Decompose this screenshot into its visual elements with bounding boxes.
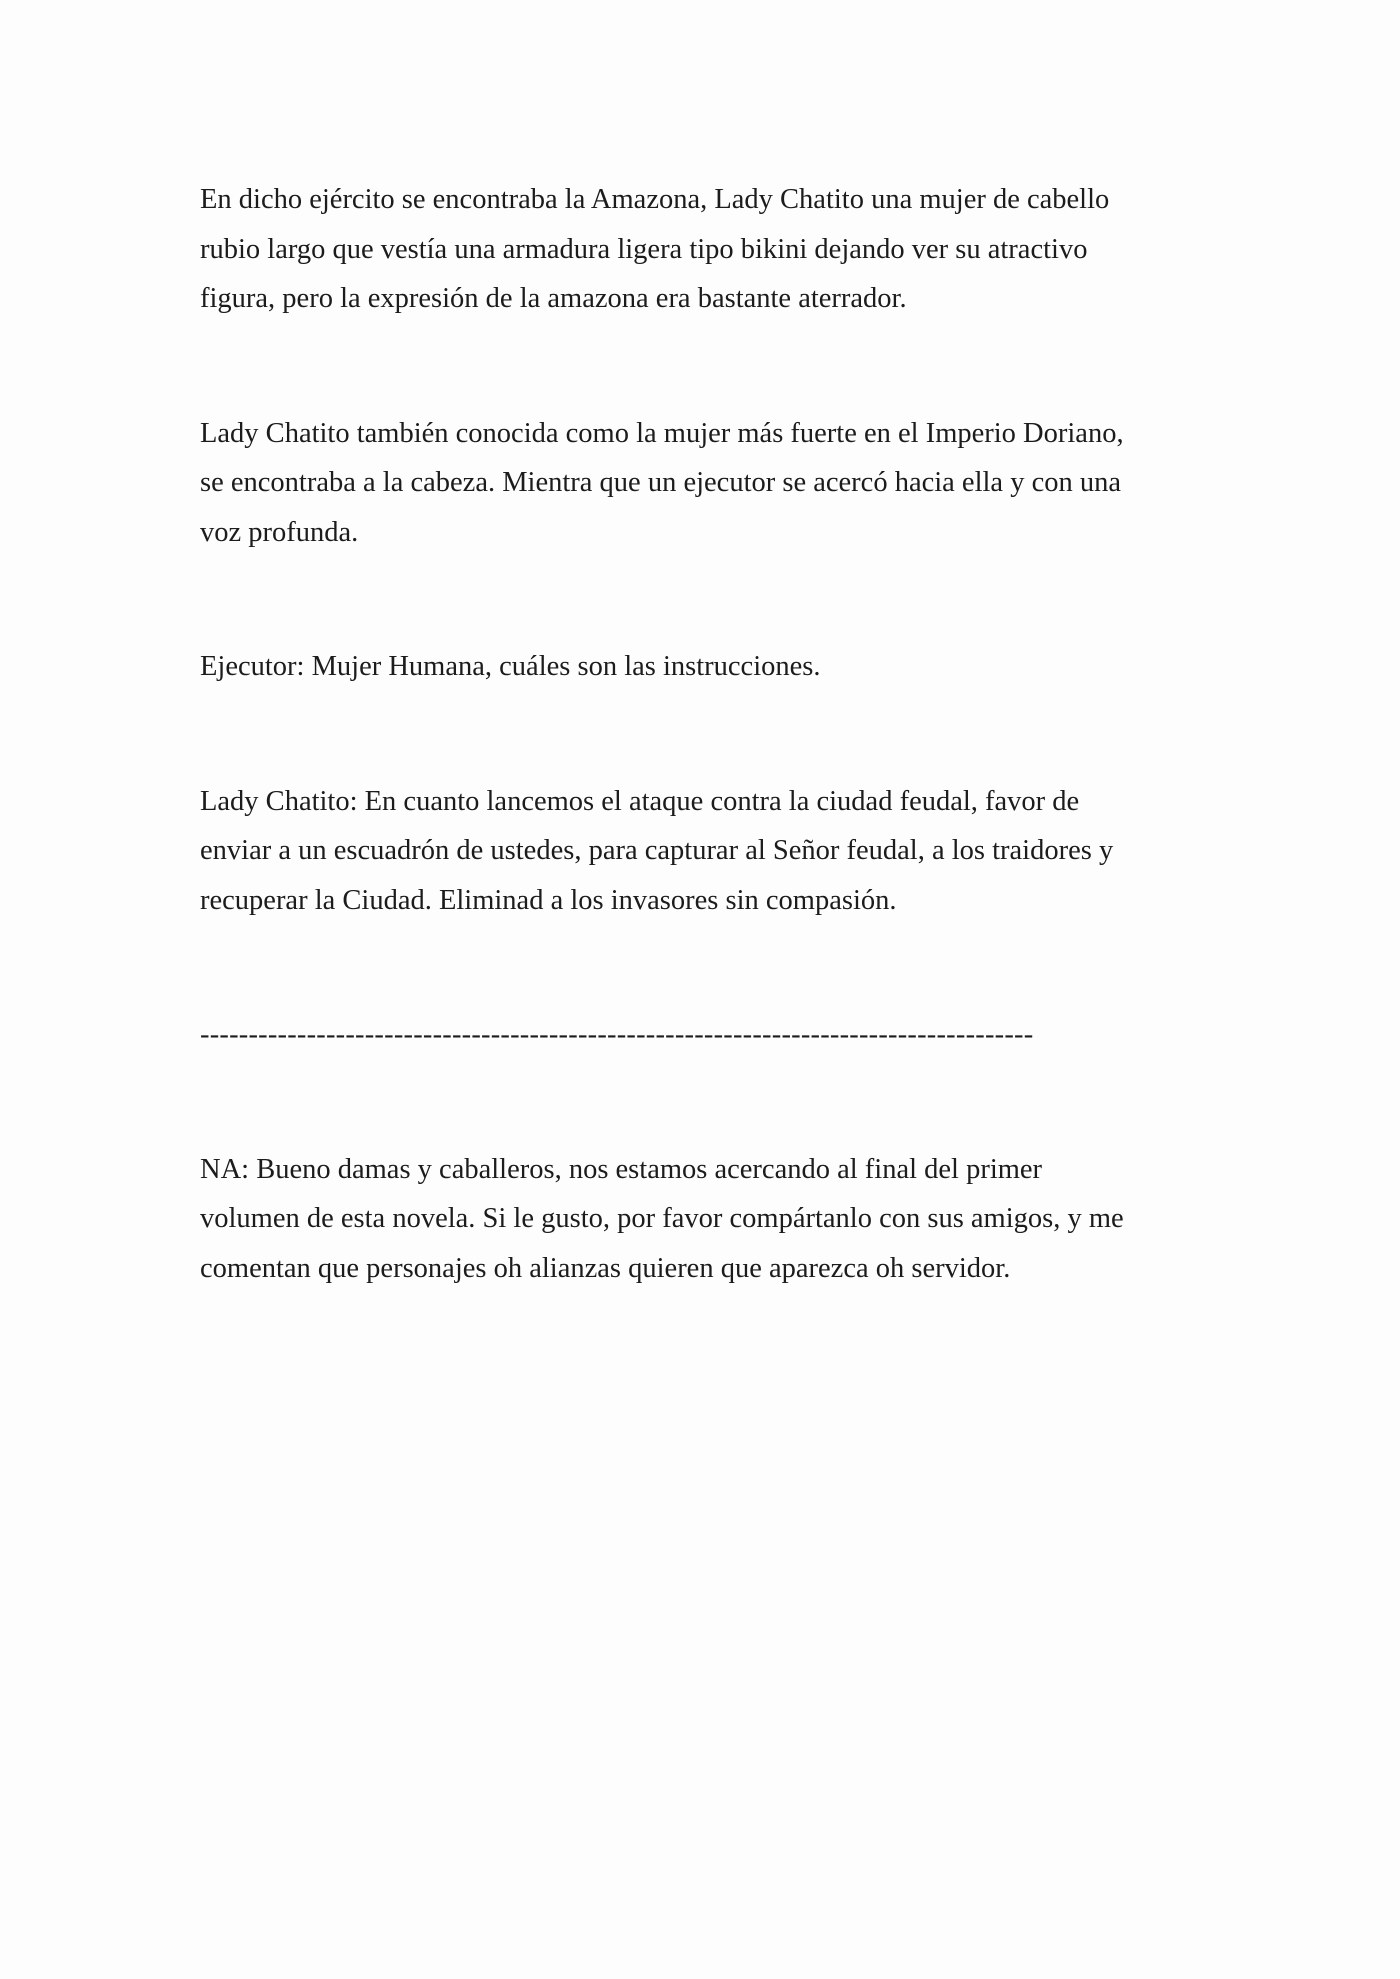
page-content xyxy=(200,175,1210,1378)
paragraph-lady-chatito-intro: Lady Chatito también conocida como la mujer más fuerte en el Imperio Doriano, se encontraba a la cabeza. Mientra que un ejecutor se acercó hacia ella y con una voz profunda. xyxy=(200,417,1124,548)
section-separator: -------------------------------------------------------------------------------------- xyxy=(200,1019,1034,1050)
paragraph-amazona-description: En dicho ejército se encontraba la Amazona, Lady Chatito una mujer de cabello rubio largo que vestía una armadura ligera tipo bikini dejando ver su atractivo figura, pero la expresión de la amazona era bastante aterrador. xyxy=(200,184,1110,314)
paragraph-lady-chatito-dialogue: Lady Chatito: En cuanto lancemos el ataque contra la ciudad feudal, favor de enviar a un escuadrón de ustedes, para capturar al Señor feudal, a los traidores y recuperar la Ciudad. Eliminad a los invasores sin compasión. xyxy=(200,785,1114,916)
author-note: NA: Bueno damas y caballeros, nos estamos acercando al final del primer volumen de esta novela. Si le gusto, por favor compártanlo con sus amigos, y me comentan que personajes oh alianzas quieren que aparezca oh servidor. xyxy=(200,1153,1124,1284)
paragraph-ejecutor-dialogue: Ejecutor: Mujer Humana, cuáles son las instrucciones. xyxy=(200,651,821,682)
